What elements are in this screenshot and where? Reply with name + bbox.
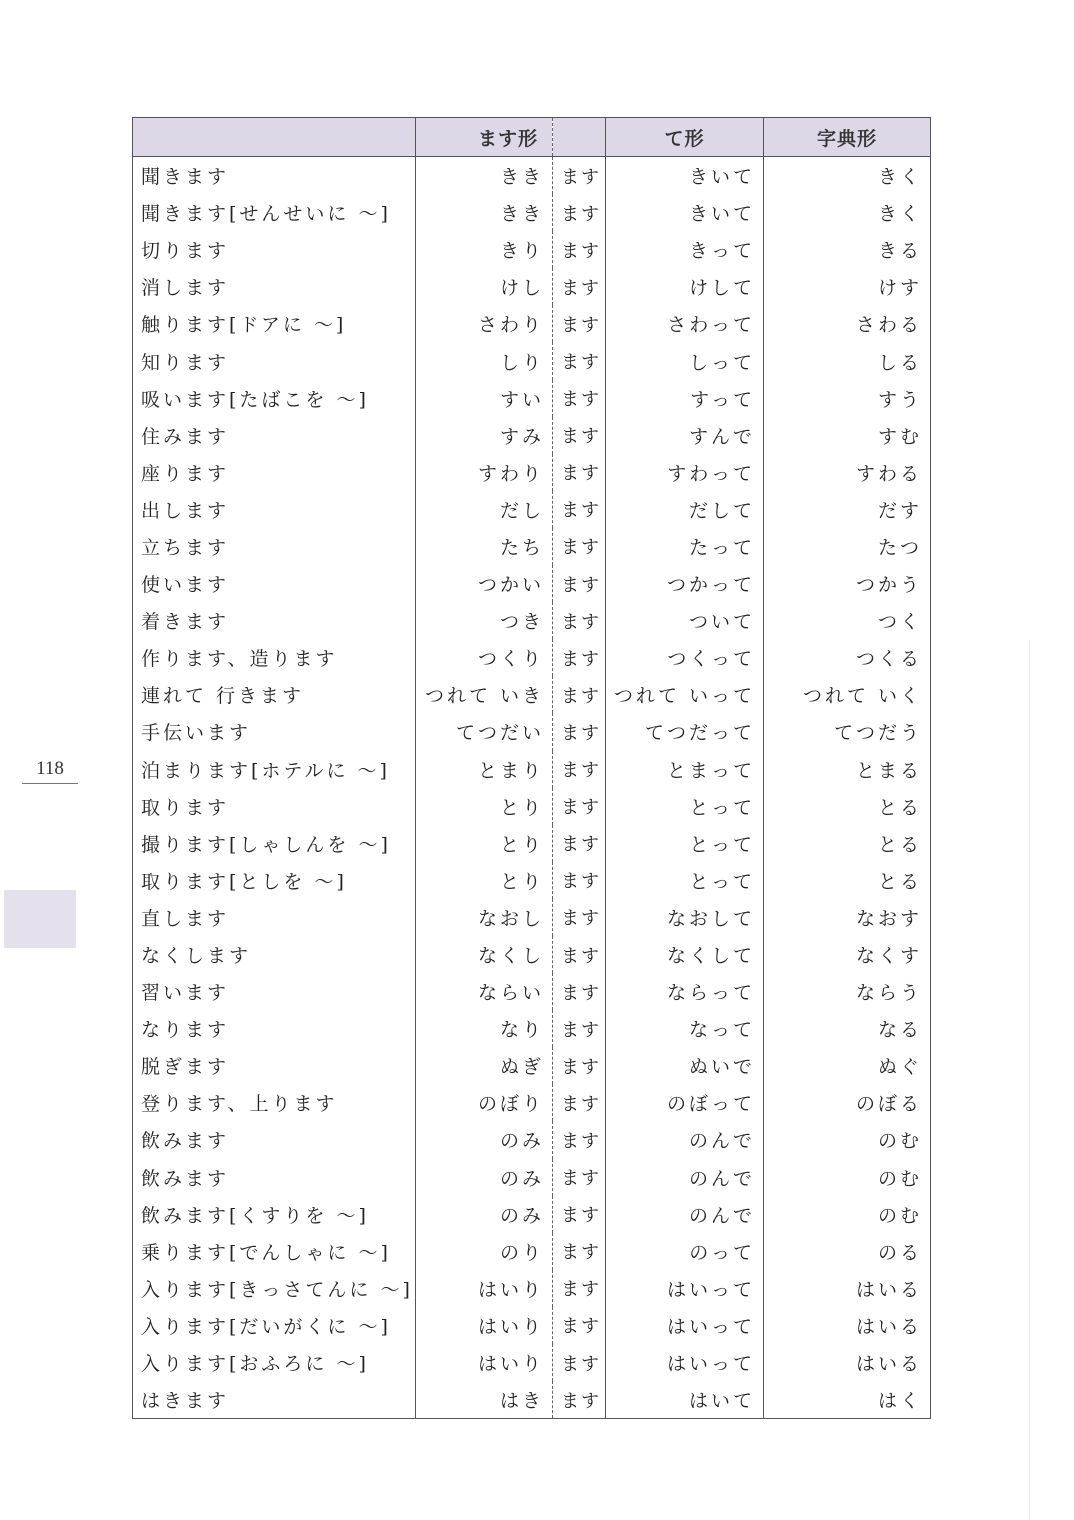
masu-suffix-cell: ます: [553, 1121, 606, 1158]
te-form-cell: きいて: [606, 157, 764, 195]
word-cell: 入ります[だいがくに ～]: [133, 1307, 416, 1344]
masu-stem-cell: てつだい: [416, 713, 553, 750]
word-cell: 座ります: [133, 454, 416, 491]
masu-suffix-cell: ます: [553, 194, 606, 231]
te-form-cell: つれて いって: [606, 676, 764, 713]
dict-form-cell: けす: [764, 268, 931, 305]
masu-stem-cell: きき: [416, 157, 553, 195]
word-cell: 切ります: [133, 231, 416, 268]
masu-suffix-cell: ます: [553, 1159, 606, 1196]
word-cell: 泊まります[ホテルに ～]: [133, 751, 416, 788]
te-form-cell: のって: [606, 1233, 764, 1270]
side-index-tab: [4, 890, 76, 948]
dict-form-cell: ぬぐ: [764, 1047, 931, 1084]
word-cell: なります: [133, 1010, 416, 1047]
word-cell: 吸います[たばこを ～]: [133, 380, 416, 417]
dict-form-cell: すむ: [764, 417, 931, 454]
word-cell: 知ります: [133, 342, 416, 379]
dict-form-cell: のむ: [764, 1121, 931, 1158]
dict-form-cell: つく: [764, 602, 931, 639]
dict-form-cell: つくる: [764, 639, 931, 676]
page-number: 118: [22, 758, 78, 784]
te-form-cell: だして: [606, 491, 764, 528]
header-masu-blank: [553, 118, 606, 157]
word-cell: 飲みます[くすりを ～]: [133, 1196, 416, 1233]
masu-suffix-cell: ます: [553, 1307, 606, 1344]
word-cell: はきます: [133, 1381, 416, 1419]
masu-stem-cell: はき: [416, 1381, 553, 1419]
masu-suffix-cell: ます: [553, 676, 606, 713]
word-cell: 撮ります[しゃしんを ～]: [133, 825, 416, 862]
header-word: [133, 118, 416, 157]
te-form-cell: ついて: [606, 602, 764, 639]
word-cell: 聞きます: [133, 157, 416, 195]
masu-stem-cell: ぬぎ: [416, 1047, 553, 1084]
masu-suffix-cell: ます: [553, 417, 606, 454]
masu-stem-cell: すみ: [416, 417, 553, 454]
dict-form-cell: さわる: [764, 305, 931, 342]
table-row: [133, 565, 931, 602]
masu-suffix-cell: ます: [553, 751, 606, 788]
word-cell: 入ります[きっさてんに ～]: [133, 1270, 416, 1307]
table-row: [133, 862, 931, 899]
masu-suffix-cell: ます: [553, 936, 606, 973]
table-row: [133, 528, 931, 565]
table-row: [133, 1010, 931, 1047]
te-form-cell: けして: [606, 268, 764, 305]
dict-form-cell: なおす: [764, 899, 931, 936]
word-cell: 触ります[ドアに ～]: [133, 305, 416, 342]
word-cell: 入ります[おふろに ～]: [133, 1344, 416, 1381]
masu-stem-cell: さわり: [416, 305, 553, 342]
table-row: [133, 1121, 931, 1158]
te-form-cell: てつだって: [606, 713, 764, 750]
word-cell: 手伝います: [133, 713, 416, 750]
masu-suffix-cell: ます: [553, 862, 606, 899]
masu-suffix-cell: ます: [553, 268, 606, 305]
te-form-cell: はいって: [606, 1307, 764, 1344]
table-row: [133, 1307, 931, 1344]
dict-form-cell: しる: [764, 342, 931, 379]
table-row: [133, 1270, 931, 1307]
dict-form-cell: とる: [764, 788, 931, 825]
te-form-cell: たって: [606, 528, 764, 565]
verb-conjugation-table: [132, 117, 931, 1419]
table-row: [133, 417, 931, 454]
word-cell: 消します: [133, 268, 416, 305]
masu-suffix-cell: ます: [553, 825, 606, 862]
word-cell: 使います: [133, 565, 416, 602]
masu-suffix-cell: ます: [553, 639, 606, 676]
masu-suffix-cell: ます: [553, 1344, 606, 1381]
masu-suffix-cell: ます: [553, 157, 606, 195]
te-form-cell: ならって: [606, 973, 764, 1010]
dict-form-cell: のる: [764, 1233, 931, 1270]
dict-form-cell: はいる: [764, 1307, 931, 1344]
word-cell: 脱ぎます: [133, 1047, 416, 1084]
table-row: [133, 602, 931, 639]
te-form-cell: はいて: [606, 1381, 764, 1419]
table-row: [133, 1047, 931, 1084]
masu-stem-cell: のみ: [416, 1159, 553, 1196]
masu-stem-cell: はいり: [416, 1307, 553, 1344]
masu-stem-cell: なり: [416, 1010, 553, 1047]
masu-stem-cell: つき: [416, 602, 553, 639]
dict-form-cell: はいる: [764, 1344, 931, 1381]
dict-form-cell: つれて いく: [764, 676, 931, 713]
header-te-form: て形: [606, 118, 764, 157]
te-form-cell: とって: [606, 825, 764, 862]
dict-form-cell: はく: [764, 1381, 931, 1419]
masu-suffix-cell: ます: [553, 305, 606, 342]
masu-suffix-cell: ます: [553, 788, 606, 825]
masu-stem-cell: つかい: [416, 565, 553, 602]
table-row: [133, 639, 931, 676]
table-row: [133, 491, 931, 528]
te-form-cell: はいって: [606, 1270, 764, 1307]
te-form-cell: のんで: [606, 1121, 764, 1158]
dict-form-cell: ならう: [764, 973, 931, 1010]
masu-stem-cell: すわり: [416, 454, 553, 491]
dict-form-cell: とる: [764, 825, 931, 862]
word-cell: 直します: [133, 899, 416, 936]
dict-form-cell: だす: [764, 491, 931, 528]
word-cell: 取ります: [133, 788, 416, 825]
dict-form-cell: なくす: [764, 936, 931, 973]
te-form-cell: なって: [606, 1010, 764, 1047]
te-form-cell: のぼって: [606, 1084, 764, 1121]
table-row: [133, 825, 931, 862]
masu-suffix-cell: ます: [553, 528, 606, 565]
table-row: [133, 342, 931, 379]
dict-form-cell: つかう: [764, 565, 931, 602]
word-cell: 出します: [133, 491, 416, 528]
dict-form-cell: のぼる: [764, 1084, 931, 1121]
table-row: [133, 936, 931, 973]
table-row: [133, 454, 931, 491]
te-form-cell: すんで: [606, 417, 764, 454]
masu-suffix-cell: ます: [553, 231, 606, 268]
masu-suffix-cell: ます: [553, 973, 606, 1010]
table-row: [133, 788, 931, 825]
table-row: [133, 973, 931, 1010]
word-cell: なくします: [133, 936, 416, 973]
dict-form-cell: のむ: [764, 1159, 931, 1196]
masu-stem-cell: つれて いき: [416, 676, 553, 713]
masu-suffix-cell: ます: [553, 1233, 606, 1270]
table-row: [133, 1233, 931, 1270]
masu-stem-cell: すい: [416, 380, 553, 417]
masu-stem-cell: けし: [416, 268, 553, 305]
table-row: [133, 231, 931, 268]
masu-suffix-cell: ます: [553, 491, 606, 528]
masu-stem-cell: のみ: [416, 1196, 553, 1233]
masu-stem-cell: つくり: [416, 639, 553, 676]
table-row: [133, 676, 931, 713]
masu-suffix-cell: ます: [553, 380, 606, 417]
dict-form-cell: きく: [764, 157, 931, 195]
dict-form-cell: きる: [764, 231, 931, 268]
masu-stem-cell: とり: [416, 825, 553, 862]
table-row: [133, 380, 931, 417]
header-masu-form: ます形: [416, 118, 553, 157]
masu-stem-cell: しり: [416, 342, 553, 379]
table-row: [133, 1196, 931, 1233]
masu-stem-cell: なおし: [416, 899, 553, 936]
header-dict-form: 字典形: [764, 118, 931, 157]
te-form-cell: ぬいで: [606, 1047, 764, 1084]
masu-suffix-cell: ます: [553, 565, 606, 602]
masu-stem-cell: はいり: [416, 1270, 553, 1307]
te-form-cell: とって: [606, 788, 764, 825]
word-cell: 住みます: [133, 417, 416, 454]
masu-stem-cell: きき: [416, 194, 553, 231]
masu-stem-cell: ならい: [416, 973, 553, 1010]
masu-suffix-cell: ます: [553, 454, 606, 491]
masu-suffix-cell: ます: [553, 1084, 606, 1121]
dict-form-cell: とる: [764, 862, 931, 899]
table-header-row: [133, 118, 931, 157]
masu-stem-cell: たち: [416, 528, 553, 565]
page-edge-line: [1029, 640, 1030, 1520]
word-cell: 立ちます: [133, 528, 416, 565]
masu-stem-cell: はいり: [416, 1344, 553, 1381]
word-cell: 聞きます[せんせいに ～]: [133, 194, 416, 231]
te-form-cell: なおして: [606, 899, 764, 936]
masu-stem-cell: とり: [416, 862, 553, 899]
dict-form-cell: たつ: [764, 528, 931, 565]
te-form-cell: さわって: [606, 305, 764, 342]
table-row: [133, 899, 931, 936]
dict-form-cell: とまる: [764, 751, 931, 788]
table-row: [133, 194, 931, 231]
te-form-cell: のんで: [606, 1196, 764, 1233]
word-cell: 飲みます: [133, 1121, 416, 1158]
te-form-cell: すわって: [606, 454, 764, 491]
word-cell: 作ります、造ります: [133, 639, 416, 676]
word-cell: 登ります、上ります: [133, 1084, 416, 1121]
dict-form-cell: すわる: [764, 454, 931, 491]
table-row: [133, 305, 931, 342]
masu-suffix-cell: ます: [553, 1270, 606, 1307]
word-cell: 乗ります[でんしゃに ～]: [133, 1233, 416, 1270]
masu-suffix-cell: ます: [553, 1010, 606, 1047]
masu-suffix-cell: ます: [553, 899, 606, 936]
masu-suffix-cell: ます: [553, 602, 606, 639]
dict-form-cell: てつだう: [764, 713, 931, 750]
masu-stem-cell: のり: [416, 1233, 553, 1270]
masu-suffix-cell: ます: [553, 1196, 606, 1233]
dict-form-cell: すう: [764, 380, 931, 417]
dict-form-cell: はいる: [764, 1270, 931, 1307]
table-row: [133, 751, 931, 788]
masu-stem-cell: だし: [416, 491, 553, 528]
masu-stem-cell: とり: [416, 788, 553, 825]
table-row: [133, 1381, 931, 1419]
masu-stem-cell: のぼり: [416, 1084, 553, 1121]
te-form-cell: とまって: [606, 751, 764, 788]
word-cell: 飲みます: [133, 1159, 416, 1196]
te-form-cell: つかって: [606, 565, 764, 602]
masu-stem-cell: のみ: [416, 1121, 553, 1158]
te-form-cell: はいって: [606, 1344, 764, 1381]
table-body: [133, 157, 931, 1419]
table-row: [133, 713, 931, 750]
te-form-cell: とって: [606, 862, 764, 899]
word-cell: 着きます: [133, 602, 416, 639]
word-cell: 習います: [133, 973, 416, 1010]
table-row: [133, 157, 931, 195]
table-row: [133, 268, 931, 305]
te-form-cell: なくして: [606, 936, 764, 973]
masu-suffix-cell: ます: [553, 1381, 606, 1419]
te-form-cell: きって: [606, 231, 764, 268]
table-row: [133, 1344, 931, 1381]
table-row: [133, 1084, 931, 1121]
word-cell: 取ります[としを ～]: [133, 862, 416, 899]
dict-form-cell: のむ: [764, 1196, 931, 1233]
masu-stem-cell: なくし: [416, 936, 553, 973]
masu-stem-cell: とまり: [416, 751, 553, 788]
masu-suffix-cell: ます: [553, 342, 606, 379]
te-form-cell: しって: [606, 342, 764, 379]
te-form-cell: きいて: [606, 194, 764, 231]
dict-form-cell: なる: [764, 1010, 931, 1047]
word-cell: 連れて 行きます: [133, 676, 416, 713]
te-form-cell: のんで: [606, 1159, 764, 1196]
masu-stem-cell: きり: [416, 231, 553, 268]
te-form-cell: すって: [606, 380, 764, 417]
table-row: [133, 1159, 931, 1196]
te-form-cell: つくって: [606, 639, 764, 676]
dict-form-cell: きく: [764, 194, 931, 231]
masu-suffix-cell: ます: [553, 1047, 606, 1084]
masu-suffix-cell: ます: [553, 713, 606, 750]
